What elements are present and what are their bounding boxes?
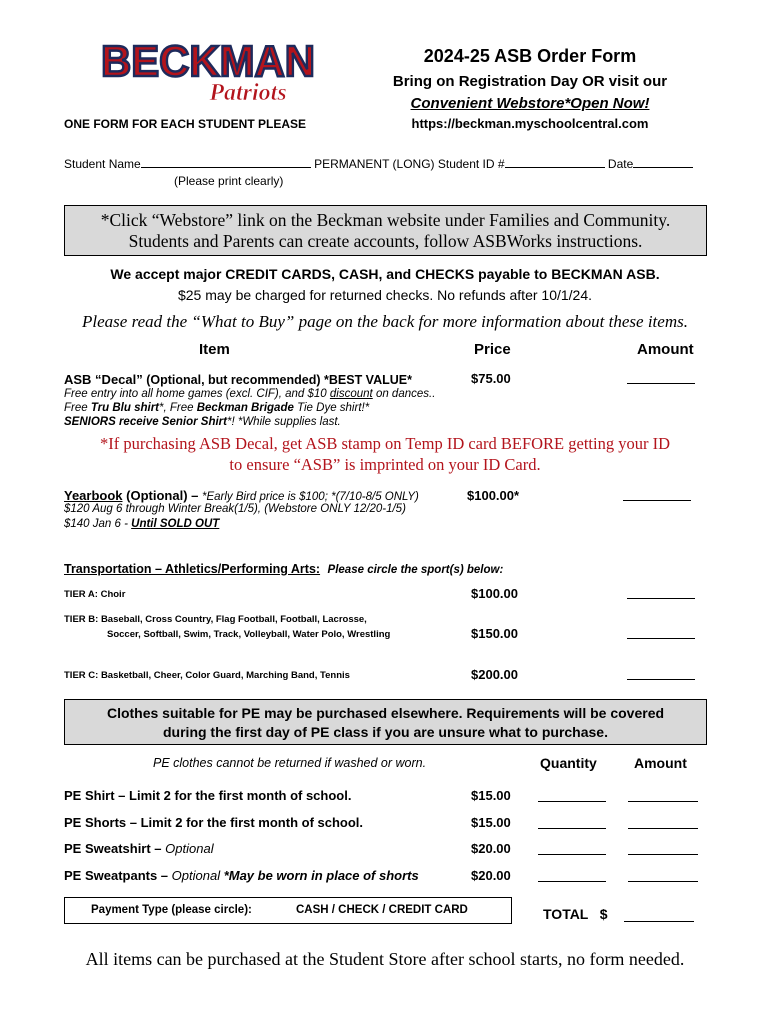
pe-shirt-price: $15.00 xyxy=(471,788,511,803)
date-field[interactable] xyxy=(633,167,693,168)
asb-warning-line1: *If purchasing ASB Decal, get ASB stamp on Temp ID card BEFORE getting your ID xyxy=(99,434,670,453)
webstore-box-line1: *Click “Webstore” link on the Beckman website under Families and Community. xyxy=(100,210,671,230)
yearbook-row: Yearbook (Optional) – *Early Bird price is $100; *(7/10-8/5 ONLY) xyxy=(64,488,419,503)
asb-decal-amount-field[interactable] xyxy=(627,383,695,384)
tier-b-label[interactable]: TIER B: Baseball, Cross Country, Flag Football, Football, Lacrosse, xyxy=(64,614,367,625)
header-line-registration: Bring on Registration Day OR visit our xyxy=(392,73,668,90)
date-label: Date xyxy=(607,157,634,171)
yearbook-amount-field[interactable] xyxy=(623,500,691,501)
pe-clothes-box xyxy=(64,699,707,745)
pe-shorts-price: $15.00 xyxy=(471,815,511,830)
pe-sweatpants-price: $20.00 xyxy=(471,868,511,883)
pe-sweatshirt-price: $20.00 xyxy=(471,841,511,856)
student-id-label: PERMANENT (LONG) Student ID # xyxy=(314,157,505,171)
tier-a-price: $100.00 xyxy=(471,586,518,601)
pe-shorts-quantity-field[interactable] xyxy=(538,828,606,829)
refund-notice: $25 may be charged for returned checks. No refunds after 10/1/24. xyxy=(177,287,593,303)
yearbook-desc-1: $120 Aug 6 through Winter Break(1/5), (Webstore ONLY 12/20-1/5) xyxy=(64,503,406,515)
what-to-buy-note: Please read the “What to Buy” page on the back for more information about these items. xyxy=(82,312,688,331)
beckman-patriots-logo xyxy=(98,30,318,106)
asb-decal-desc-1: Free entry into all home games (excl. CIF), and $10 discount on dances.. xyxy=(64,388,436,400)
header-line-webstore: Convenient Webstore*Open Now! xyxy=(410,95,650,112)
yearbook-name: Yearbook xyxy=(64,488,123,503)
amount-column-header: Amount xyxy=(637,341,694,358)
asb-decal-row xyxy=(64,372,412,387)
tier-b-amount-field[interactable] xyxy=(627,638,695,639)
yearbook-price: $100.00* xyxy=(467,488,520,503)
tier-a-amount-field[interactable] xyxy=(627,598,695,599)
quantity-column-header: Quantity xyxy=(540,755,597,771)
item-column-header: Item xyxy=(199,341,230,358)
asb-decal-price: $75.00 xyxy=(471,371,511,386)
student-name-field[interactable] xyxy=(141,167,311,168)
print-clearly-note: (Please print clearly) xyxy=(174,174,284,188)
total-amount-field[interactable] xyxy=(624,921,694,922)
student-info-line xyxy=(64,157,693,171)
logo-word: BECKMAN xyxy=(101,37,315,86)
logo-script: Patriots xyxy=(209,80,287,106)
student-id-field[interactable] xyxy=(505,167,605,168)
webstore-instructions-box xyxy=(64,205,707,256)
payment-type-box xyxy=(64,897,512,924)
asb-decal-name: ASB “Decal” xyxy=(64,372,143,387)
tier-a-label[interactable]: TIER A: Choir xyxy=(64,589,126,600)
pe-sweatpants-amount-field[interactable] xyxy=(628,881,698,882)
pe-sweatpants-name: PE Sweatpants – Optional *May be worn in place of shorts xyxy=(64,868,419,883)
transport-instructions: Please circle the sport(s) below: xyxy=(327,564,504,576)
pe-sweatpants-quantity-field[interactable] xyxy=(538,881,606,882)
pe-sweatshirt-name: PE Sweatshirt – Optional xyxy=(64,841,214,856)
tier-b-price: $150.00 xyxy=(471,626,518,641)
tier-c-label[interactable]: TIER C: Basketball, Cheer, Color Guard, Marching Band, Tennis xyxy=(64,670,350,681)
asb-decal-paren: (Optional, but recommended) *BEST VALUE* xyxy=(142,373,412,387)
pe-shorts-amount-field[interactable] xyxy=(628,828,698,829)
tier-c-amount-field[interactable] xyxy=(627,679,695,680)
pe-shorts-name: PE Shorts – Limit 2 for the first month of school. xyxy=(64,815,364,830)
yearbook-early-bird: *Early Bird price is $100; *(7/10-8/5 ONLY) xyxy=(201,491,419,503)
pe-return-note: PE clothes cannot be returned if washed or worn. xyxy=(153,756,427,770)
total-label: TOTAL $ xyxy=(543,906,608,922)
webstore-url[interactable]: https://beckman.myschoolcentral.com xyxy=(411,116,649,131)
pe-box-line2: during the first day of PE class if you are unsure what to purchase. xyxy=(163,724,608,740)
tier-c-price: $200.00 xyxy=(471,667,518,682)
tier-b-label-2[interactable]: Soccer, Softball, Swim, Track, Volleyball, Water Polo, Wrestling xyxy=(107,629,391,640)
one-form-notice: ONE FORM FOR EACH STUDENT PLEASE xyxy=(64,117,307,131)
pe-shirt-quantity-field[interactable] xyxy=(538,801,606,802)
pe-shirt-amount-field[interactable] xyxy=(628,801,698,802)
pe-box-line1: Clothes suitable for PE may be purchased elsewhere. Requirements will be covered xyxy=(106,705,665,721)
payment-type-label: Payment Type (please circle): xyxy=(91,904,252,916)
webstore-box-line2: Students and Parents can create accounts, follow ASBWorks instructions. xyxy=(128,231,643,251)
footer-note: All items can be purchased at the Student Store after school starts, no form needed. xyxy=(85,949,685,969)
transport-title: Transportation – Athletics/Performing Arts: xyxy=(64,562,321,576)
form-title: 2024-25 ASB Order Form xyxy=(423,46,637,66)
pe-shirt-name: PE Shirt – Limit 2 for the first month of school. xyxy=(64,788,352,803)
payment-type-options[interactable]: CASH / CHECK / CREDIT CARD xyxy=(296,904,468,916)
pe-sweatshirt-quantity-field[interactable] xyxy=(538,854,606,855)
asb-warning-line2: to ensure “ASB” is imprinted on your ID Card. xyxy=(229,455,541,474)
transport-header xyxy=(64,562,503,576)
asb-decal-desc-2: Free Tru Blu shirt*, Free Beckman Brigade Tie Dye shirt!* xyxy=(64,402,370,414)
payment-accepted-notice: We accept major CREDIT CARDS, CASH, and CHECKS payable to BECKMAN ASB. xyxy=(110,266,660,282)
student-name-label: Student Name xyxy=(64,157,141,171)
pe-sweatshirt-amount-field[interactable] xyxy=(628,854,698,855)
price-column-header: Price xyxy=(474,341,511,358)
asb-decal-desc-3: SENIORS receive Senior Shirt*! *While supplies last. xyxy=(64,416,341,428)
pe-amount-column-header: Amount xyxy=(634,755,687,771)
yearbook-desc-2: $140 Jan 6 - Until SOLD OUT xyxy=(64,518,220,530)
